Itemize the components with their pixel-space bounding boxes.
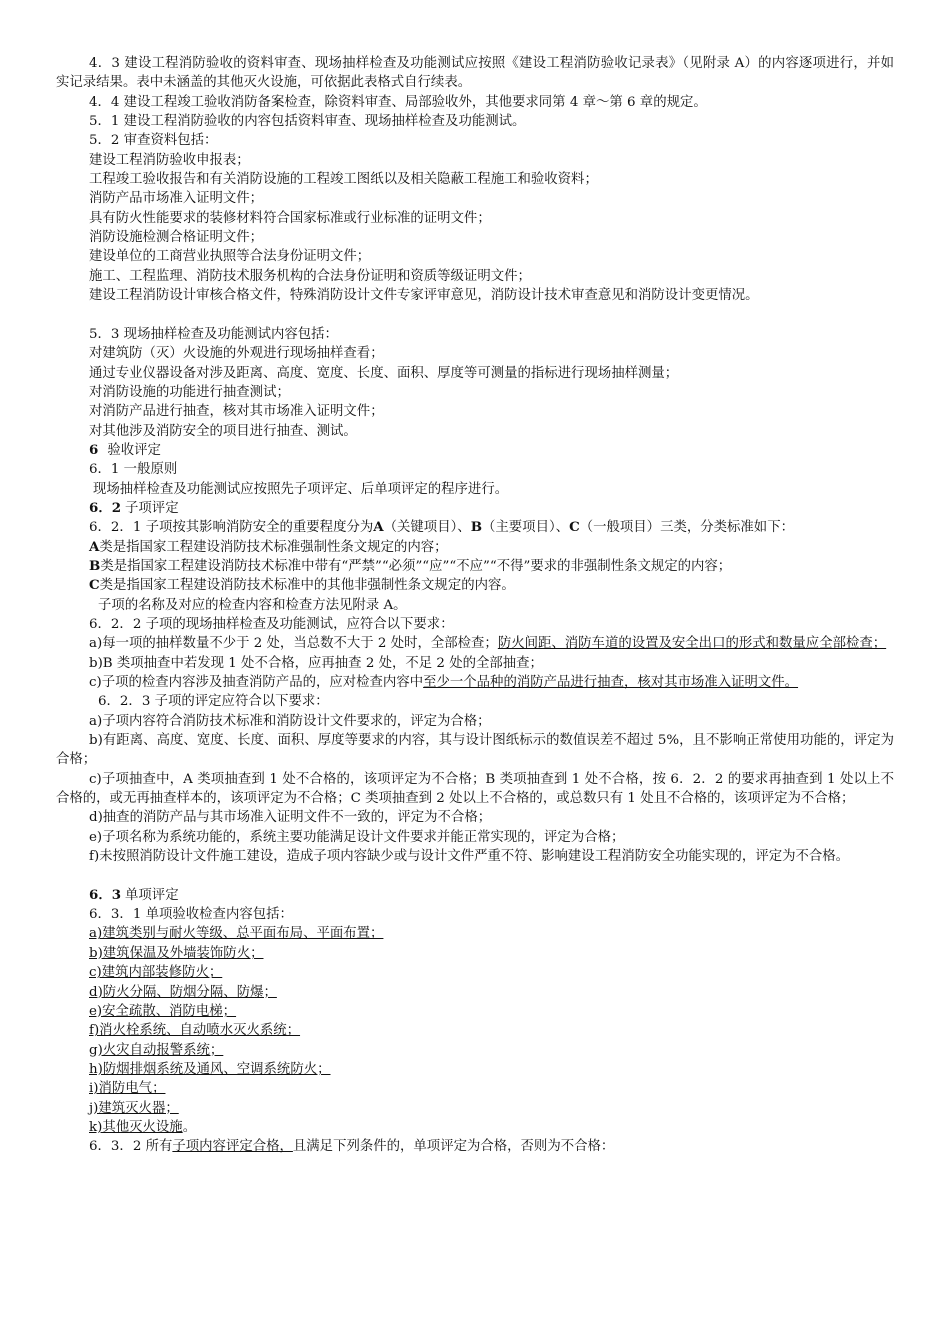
rule-f: f)未按照消防设计文件施工建设，造成子项内容缺少或与设计文件严重不符、影响建设工程消防安全功能实现的，评定为不合格。 [89, 849, 850, 865]
para-6-2-1: 6．2．1 子项按其影响消防安全的重要程度分为A（关键项目）、B（主要项目）、C（一般项目）三类，分类标准如下： [89, 519, 794, 536]
section-heading-6: 6 验收评定 [89, 441, 161, 458]
list-item: b)建筑保温及外墙装饰防火； [89, 945, 264, 961]
requirement-a: a)每一项的抽样数量不少于 2 处，当总数不大于 2 处时，全部检查；防火间距、消防车道的设置及安全出口的形式和数量应全部检查； [89, 636, 887, 652]
para-6-2-2: 6．2．2 子项的现场抽样检查及功能测试，应符合以下要求： [89, 616, 454, 632]
para-4-3: 4．3 建设工程消防验收的资料审查、现场抽样检查及功能测试应按照《建设工程消防验收记录表》（见附录 A）的内容逐项进行，并如实记录结果。表中未涵盖的其他灭火设施，可依据此表格式自行续表。 [56, 56, 894, 91]
category-c: C类是指国家工程建设消防技术标准中的其他非强制性条文规定的内容。 [89, 577, 515, 594]
list-item: 具有防火性能要求的装修材料符合国家标准或行业标准的证明文件； [89, 210, 491, 226]
list-item: 通过专业仪器设备对涉及距离、高度、宽度、长度、面积、厚度等可测量的指标进行现场抽样测量； [89, 365, 679, 381]
para-6-1-text: 现场抽样检查及功能测试应按照先子项评定、后单项评定的程序进行。 [93, 481, 509, 497]
list-item: 建设单位的工商营业执照等合法身份证明文件； [89, 249, 371, 265]
list-item: f)消火栓系统、自动喷水灭火系统； [89, 1023, 301, 1039]
rule-e: e)子项名称为系统功能的，系统主要功能满足设计文件要求并能正常实现的，评定为合格； [89, 829, 625, 845]
list-item: 对消防产品进行抽查，核对其市场准入证明文件； [89, 404, 384, 420]
section-heading-6-3: 6．3 单项评定 [89, 886, 179, 903]
list-item: h)防烟排烟系统及通风、空调系统防火； [89, 1061, 331, 1077]
section-heading-6-2: 6．2 子项评定 [89, 499, 179, 516]
list-item: 对消防设施的功能进行抽查测试； [89, 384, 290, 400]
list-item: a)建筑类别与耐火等级、总平面布局、平面布置； [89, 926, 384, 942]
para-6-1: 6．1 一般原则 [89, 462, 178, 478]
category-b: B类是指国家工程建设消防技术标准中带有“严禁”“必须”“应”“不应”“不得”要求的非强制性条文规定的内容； [89, 557, 732, 574]
rule-d: d)抽查的消防产品与其市场准入证明文件不一致的，评定为不合格； [89, 810, 492, 826]
blank-line [89, 305, 894, 324]
list-item: k)其他灭火设施。 [89, 1119, 197, 1135]
list-item: 施工、工程监理、消防技术服务机构的合法身份证明和资质等级证明文件； [89, 268, 531, 284]
blank-line [89, 866, 894, 885]
list-item: c)建筑内部装修防火； [89, 965, 223, 981]
para-6-3-1: 6．3．1 单项验收检查内容包括： [89, 907, 293, 923]
list-item: 消防设施检测合格证明文件； [89, 230, 264, 246]
list-item: i)消防电气； [89, 1081, 166, 1097]
para-6-2-3: 6．2．3 子项的评定应符合以下要求： [98, 694, 329, 710]
rule-a: a)子项内容符合消防技术标准和消防设计文件要求的，评定为合格； [89, 713, 491, 729]
para-4-4: 4．4 建设工程竣工验收消防备案检查，除资料审查、局部验收外，其他要求同第 4 章～第 6 章的规定。 [89, 94, 707, 110]
para-5-1: 5．1 建设工程消防验收的内容包括资料审查、现场抽样检查及功能测试。 [89, 114, 526, 130]
list-item: j)建筑灭火器； [89, 1100, 179, 1116]
para-5-2: 5．2 审查资料包括： [89, 133, 218, 149]
rule-b: b)有距离、高度、宽度、长度、面积、厚度等要求的内容，其与设计图纸标示的数值误差不超过 5%，且不影响正常使用功能的，评定为合格； [56, 733, 894, 768]
list-item: 建设工程消防验收申报表； [89, 152, 250, 168]
list-item: d)防火分隔、防烟分隔、防爆； [89, 984, 277, 1000]
list-item: e)安全疏散、消防电梯； [89, 1003, 237, 1019]
para-5-3: 5．3 现场抽样检查及功能测试内容包括： [89, 326, 338, 342]
para-6-3-2: 6．3．2 所有子项内容评定合格，且满足下列条件的，单项评定为合格，否则为不合格： [89, 1139, 615, 1155]
list-item: 工程竣工验收报告和有关消防设施的工程竣工图纸以及相关隐蔽工程施工和验收资料； [89, 172, 598, 188]
list-item: 建设工程消防设计审核合格文件，特殊消防设计文件专家评审意见，消防设计技术审查意见和消防设计变更情况。 [89, 288, 759, 304]
appendix-note: 子项的名称及对应的检查内容和检查方法见附录 A。 [98, 597, 407, 613]
category-a: A类是指国家工程建设消防技术标准强制性条文规定的内容； [89, 538, 448, 555]
requirement-c: c)子项的检查内容涉及抽查消防产品的，应对检查内容中至少一个品种的消防产品进行抽查，核对其市场准入证明文件。 [89, 675, 799, 690]
list-item: 对其他涉及消防安全的项目进行抽查、测试。 [89, 423, 357, 439]
list-item: 消防产品市场准入证明文件； [89, 191, 264, 207]
list-item: 对建筑防（灭）火设施的外观进行现场抽样查看； [89, 346, 384, 362]
requirement-b: b)B 类项抽查中若发现 1 处不合格，应再抽查 2 处，不足 2 处的全部抽查； [89, 655, 543, 671]
rule-c: c)子项抽查中，A 类项抽查到 1 处不合格的，该项评定为不合格；B 类项抽查到 1 处不合格，按 6．2．2 的要求再抽查到 1 处以上不合格的，或无再抽查样本的，该项评定为不合格；C 类项抽查到 2 处以上不合格的，或总数只有 1 处且不合格的，该项评定为不合格； [56, 771, 894, 807]
list-item: g)火灾自动报警系统； [89, 1042, 224, 1058]
